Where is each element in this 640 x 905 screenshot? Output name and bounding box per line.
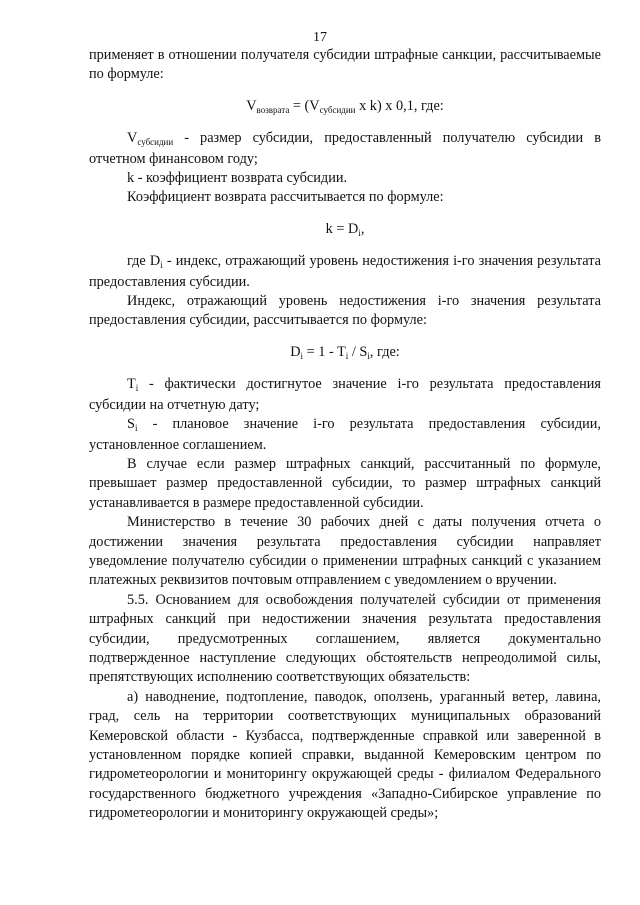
- paragraph-exceed: В случае если размер штрафных санкций, рассчитанный по формуле, превышает размер предоставленной субсидии, то размер штрафных санкций устанавливается в размере предоставленной субсидии.: [89, 455, 601, 511]
- paragraph-ministry: Министерство в течение 30 рабочих дней с даты получения отчета о достижении значения результата предоставления субсидии направляет уведомление получателю субсидии о применении штрафных санкций с указанием платежных реквизитов почтовым отправлением с уведомлением о вручении.: [89, 514, 601, 589]
- index-intro: Индекс, отражающий уровень недостижения i-го значения результата предоставления субсидии, рассчитывается по формуле:: [89, 293, 601, 329]
- definition-k: k - коэффициент возврата субсидии.: [127, 170, 348, 187]
- page-number: 17: [313, 30, 327, 45]
- k-intro: Коэффициент возврата рассчитывается по формуле:: [127, 189, 444, 206]
- formula-k: $k = D_i$,: [325, 220, 365, 238]
- formula-index: $D_i = 1 - T_i / S_i$, где:: [290, 343, 400, 361]
- formula-penalty: $V_{возврата} = (V_{субсидии}$ x k) x 0,1, где:: [246, 97, 444, 115]
- intro-paragraph: применяет в отношении получателя субсидии штрафные санкции, рассчитываемые по формуле:: [89, 47, 601, 83]
- definition-d: где $D_i$ - индекс, отражающий уровень недостижения i-го значения результата предоставления субсидии.: [89, 253, 601, 290]
- list-item-a: а) наводнение, подтопление, паводок, оползень, ураганный ветер, лавина, град, сель на территории соответствующих муниципальных образований Кемеровской области - Кузбасса, подтвержденные справкой или заверенной в установленном порядке копией справки, выданной Кемеровским центром по гидрометеорологии и мониторингу окружающей среды - филиалом Федерального государственного бюджетного учреждения «Западно-Сибирское управление по гидрометеорологии и мониторингу окружающей среды»;: [89, 688, 601, 822]
- definition-t: $T_i$ - фактически достигнутое значение i-го результата предоставления субсидии на отчетную дату;: [89, 376, 601, 413]
- definition-s: $S_i$ - плановое значение i-го результата предоставления субсидии, установленное соглашением.: [89, 416, 601, 453]
- paragraph-5-5: 5.5. Основанием для освобождения получателей субсидии от применения штрафных санкций при недостижении значения результата предоставления субсидии, предусмотренных соглашением, является документально подтвержденное наступление следующих обстоятельств непреодолимой силы, препятствующих исполнению соответствующих обязательств:: [89, 591, 601, 686]
- document-body: [89, 46, 601, 824]
- definition-v-subsidy: $V_{субсидии}$ - размер субсидии, предоставленный получателю субсидии в отчетном финансовом году;: [89, 130, 601, 167]
